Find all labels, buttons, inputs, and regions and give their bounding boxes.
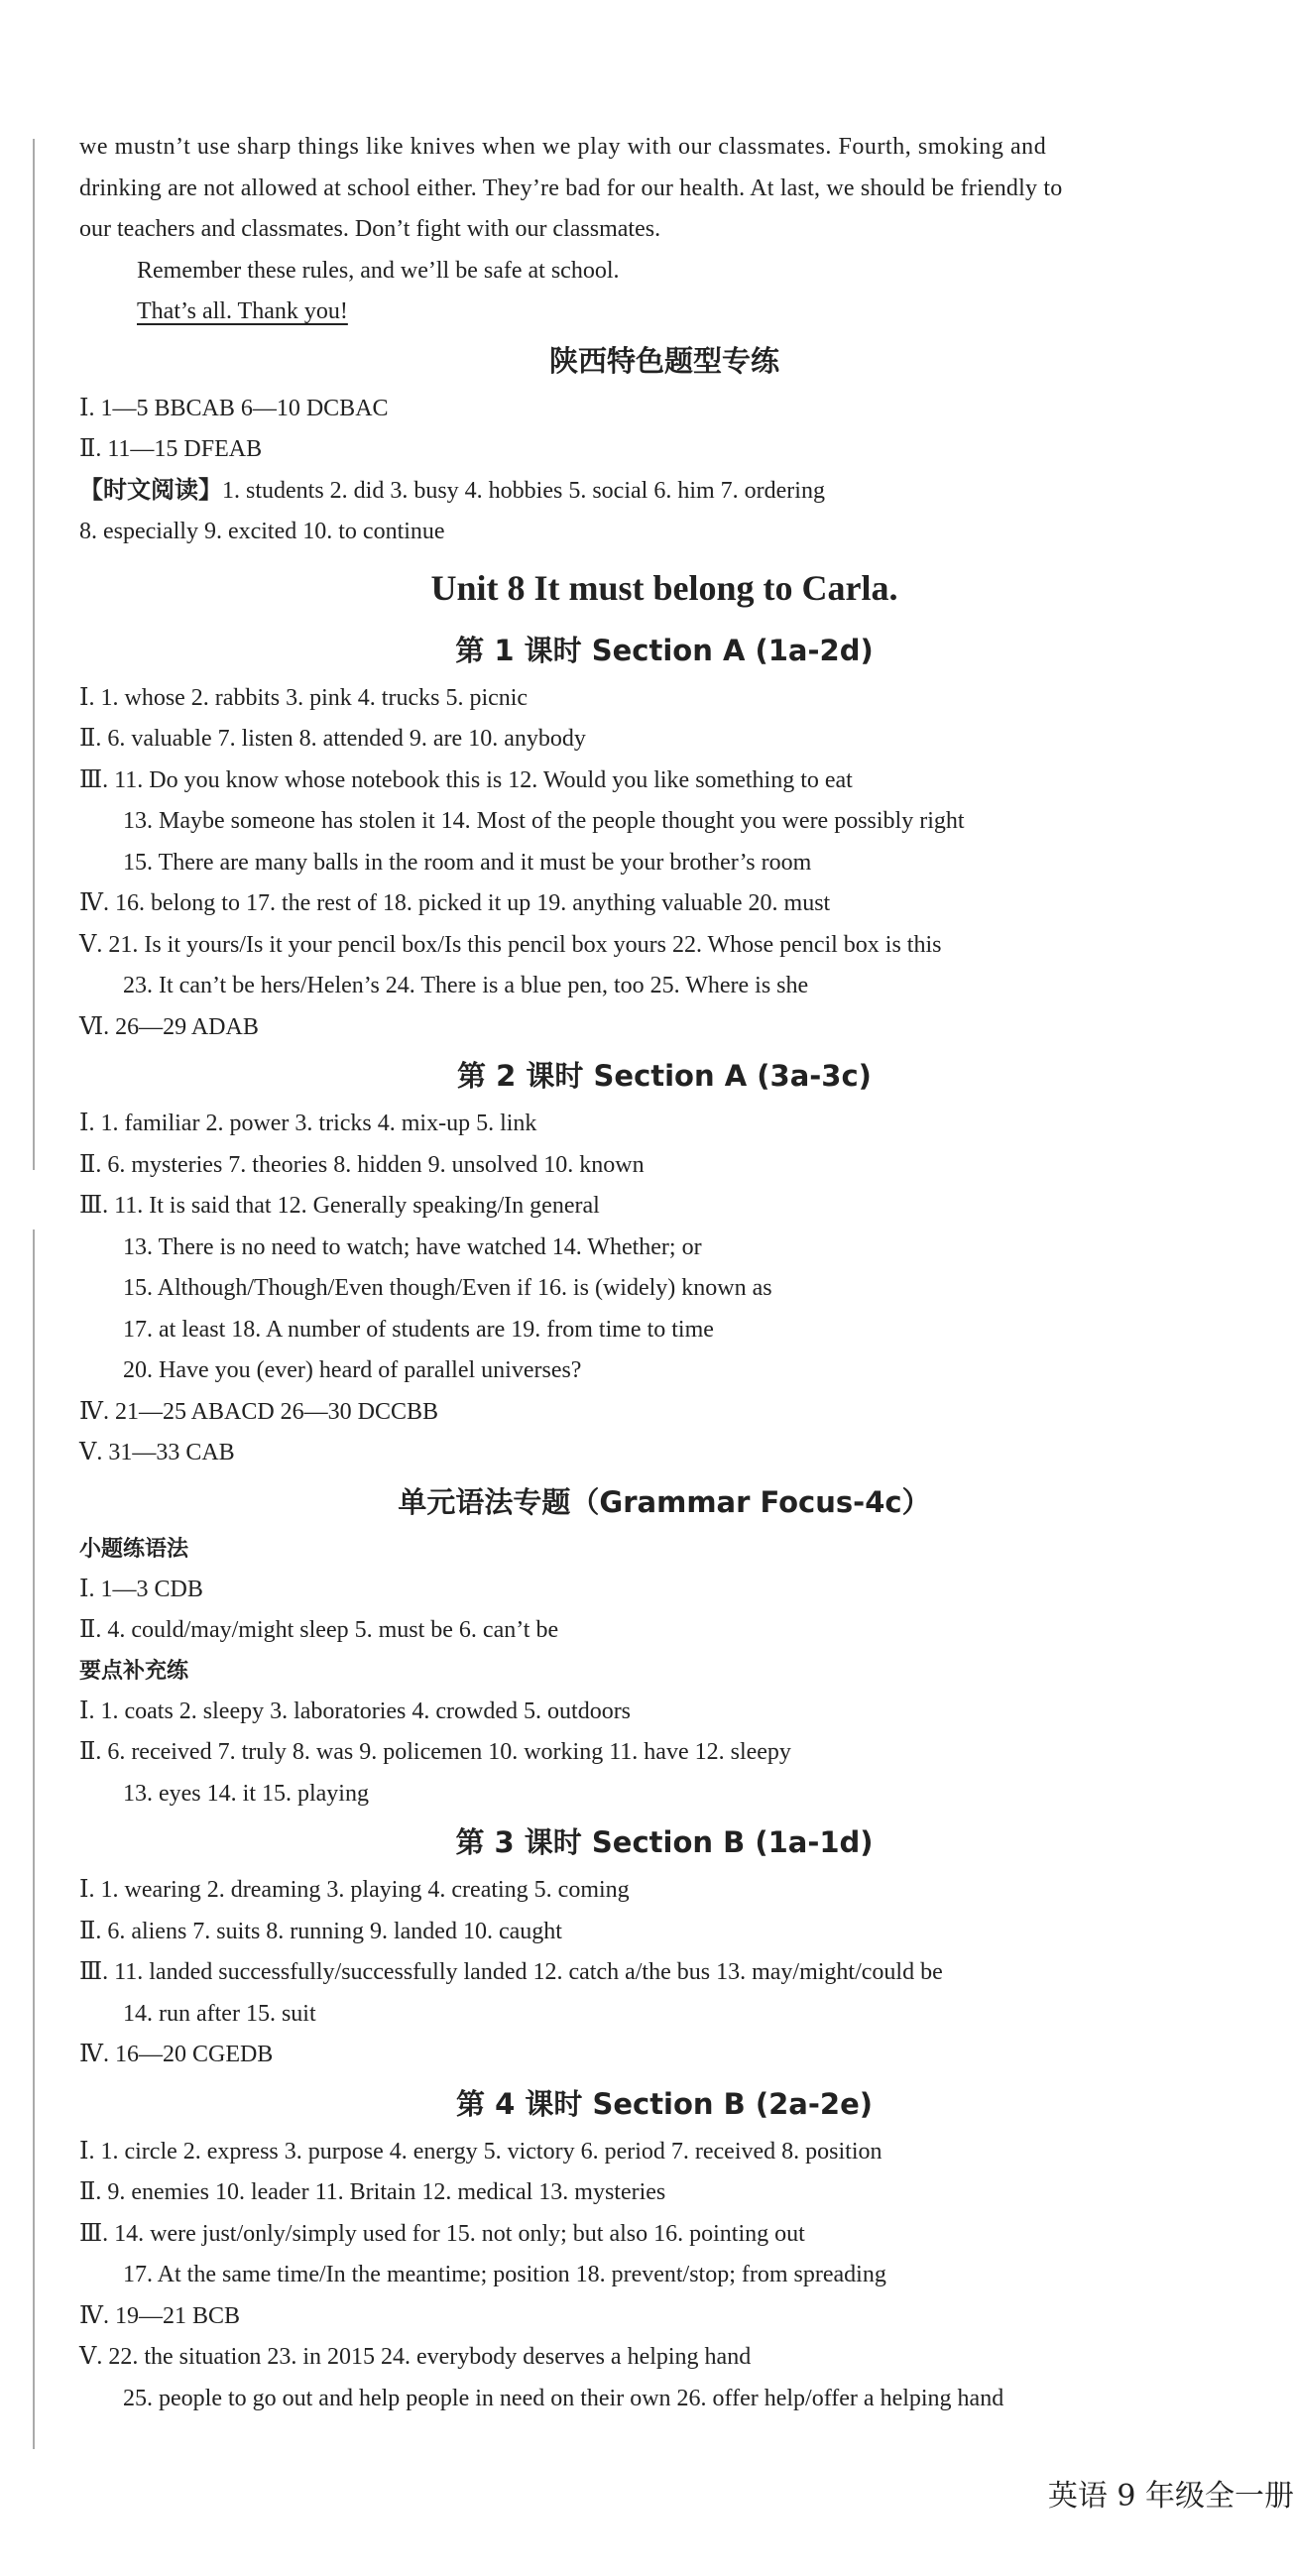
answer-line: Ⅳ. 19—21 BCB xyxy=(79,2302,240,2329)
answer-line: Ⅴ. 31—33 CAB xyxy=(79,1440,235,1465)
answer-line: Ⅴ. 22. the situation 23. in 2015 24. everybody deserves a helping hand xyxy=(79,2344,752,2370)
closing-line: That’s all. Thank you! xyxy=(137,298,348,324)
answer-line: Ⅵ. 26—29 ADAB xyxy=(79,1013,259,1040)
answer-line: 17. At the same time/In the meantime; position 18. prevent/stop; from spreading xyxy=(123,2262,886,2287)
answer-line: Ⅰ. 1—5 BBCAB 6—10 DCBAC xyxy=(79,395,389,421)
page-footer: 英语 9 年级全一册 xyxy=(1047,2479,1294,2514)
section-title: 单元语法专题（Grammar Focus-4c） xyxy=(398,1484,931,1519)
lesson-title: 第 3 课时 Section B (1a-1d) xyxy=(455,1825,874,1859)
left-margin-rule xyxy=(33,139,35,1170)
answer-line: Ⅴ. 21. Is it yours/Is it your pencil box/Is this pencil box yours 22. Whose pencil box is this xyxy=(79,931,942,958)
answer-line: 17. at least 18. A number of students are 19. from time to time xyxy=(123,1316,714,1343)
intro-block xyxy=(79,127,1249,333)
section-title: 陕西特色题型专练 xyxy=(548,343,779,378)
lesson-4 xyxy=(79,2076,1249,2420)
answer-line: Ⅰ. 1. coats 2. sleepy 3. laboratories 4. crowded 5. outdoors xyxy=(79,1698,632,1724)
intro-line: drinking are not allowed at school either. They’re bad for our health. At last, we should be friendly to xyxy=(79,175,1063,201)
answer-line: Ⅱ. 9. enemies 10. leader 11. Britain 12. medical 13. mysteries xyxy=(79,2179,666,2205)
answer-line xyxy=(79,471,1249,513)
answer-line: Ⅲ. 11. Do you know whose notebook this is 12. Would you like something to eat xyxy=(79,766,853,793)
answer-line: Ⅲ. 11. landed successfully/successfully landed 12. catch a/the bus 13. may/might/could be xyxy=(79,1959,943,1985)
intro-line xyxy=(79,292,1249,333)
answer-line: 13. eyes 14. it 15. playing xyxy=(123,1780,369,1807)
answer-line: Ⅰ. 1. whose 2. rabbits 3. pink 4. trucks 5. picnic xyxy=(79,684,529,711)
answer-line: 23. It can’t be hers/Helen’s 24. There is a blue pen, too 25. Where is she xyxy=(123,973,809,998)
answer-content xyxy=(79,127,1249,2419)
answer-line: Ⅰ. 1—3 CDB xyxy=(79,1576,203,1602)
grammar-section xyxy=(79,1474,1249,1815)
lesson-2 xyxy=(79,1048,1249,1474)
unit-title: Unit 8 It must belong to Carla. xyxy=(430,567,898,608)
answer-line: 25. people to go out and help people in need on their own 26. offer help/offer a helping hand xyxy=(123,2385,1004,2411)
answer-line: Ⅲ. 14. were just/only/simply used for 15. not only; but also 16. pointing out xyxy=(79,2220,805,2247)
answer-line: Ⅲ. 11. It is said that 12. Generally speaking/In general xyxy=(79,1193,600,1219)
lesson-3 xyxy=(79,1815,1249,2076)
lesson-title: 第 4 课时 Section B (2a-2e) xyxy=(455,2086,874,2121)
answer-line: 8. especially 9. excited 10. to continue xyxy=(79,519,445,544)
left-margin-rule-lower xyxy=(33,1229,35,2449)
answer-line: Ⅳ. 16—20 CGEDB xyxy=(79,2042,274,2067)
answer-line: Ⅱ. 6. received 7. truly 8. was 9. policemen 10. working 11. have 12. sleepy xyxy=(79,1739,791,1765)
answer-line: 14. run after 15. suit xyxy=(123,2000,316,2027)
answer-line: 15. There are many balls in the room and it must be your brother’s room xyxy=(123,849,812,876)
subsection-heading: 要点补充练 xyxy=(79,1658,189,1684)
answer-line: Ⅱ. 6. mysteries 7. theories 8. hidden 9. unsolved 10. known xyxy=(79,1151,645,1178)
answer-line: Ⅰ. 1. circle 2. express 3. purpose 4. energy 5. victory 6. period 7. received 8. position xyxy=(79,2138,882,2165)
lesson-title: 第 2 课时 Section A (3a-3c) xyxy=(457,1059,872,1093)
answer-line: Ⅰ. 1. familiar 2. power 3. tricks 4. mix-up 5. link xyxy=(79,1111,537,1136)
answer-line: Ⅰ. 1. wearing 2. dreaming 3. playing 4. creating 5. coming xyxy=(79,1877,630,1903)
answer-line: 13. Maybe someone has stolen it 14. Most of the people thought you were possibly right xyxy=(123,808,965,834)
answer-line: Ⅱ. 6. valuable 7. listen 8. attended 9. are 10. anybody xyxy=(79,726,586,752)
subsection-heading: 小题练语法 xyxy=(79,1536,189,1562)
answer-line: 15. Although/Though/Even though/Even if 16. is (widely) known as xyxy=(123,1275,772,1301)
answer-line: Ⅳ. 16. belong to 17. the rest of 18. picked it up 19. anything valuable 20. must xyxy=(79,890,831,916)
answer-line: Ⅱ. 4. could/may/might sleep 5. must be 6. can’t be xyxy=(79,1617,559,1643)
lesson-title: 第 1 课时 Section A (1a-2d) xyxy=(455,633,874,667)
lesson-1 xyxy=(79,623,1249,1049)
answer-line: Ⅱ. 6. aliens 7. suits 8. running 9. landed 10. caught xyxy=(79,1918,562,1944)
answer-text: 1. students 2. did 3. busy 4. hobbies 5. social 6. him 7. ordering xyxy=(222,477,825,504)
shaanxi-section xyxy=(79,333,1249,553)
intro-line: our teachers and classmates. Don’t fight with our classmates. xyxy=(79,216,661,242)
reading-tag: 【时文阅读】 xyxy=(79,477,222,504)
intro-line: we mustn’t use sharp things like knives when we play with our classmates. Fourth, smoking and xyxy=(79,134,1047,160)
answer-line: 20. Have you (ever) heard of parallel universes? xyxy=(123,1357,582,1383)
answer-line: 13. There is no need to watch; have watched 14. Whether; or xyxy=(123,1233,702,1260)
answer-line: Ⅱ. 11—15 DFEAB xyxy=(79,436,263,462)
intro-line: Remember these rules, and we’ll be safe at school. xyxy=(137,257,620,284)
answer-line: Ⅳ. 21—25 ABACD 26—30 DCCBB xyxy=(79,1398,439,1425)
